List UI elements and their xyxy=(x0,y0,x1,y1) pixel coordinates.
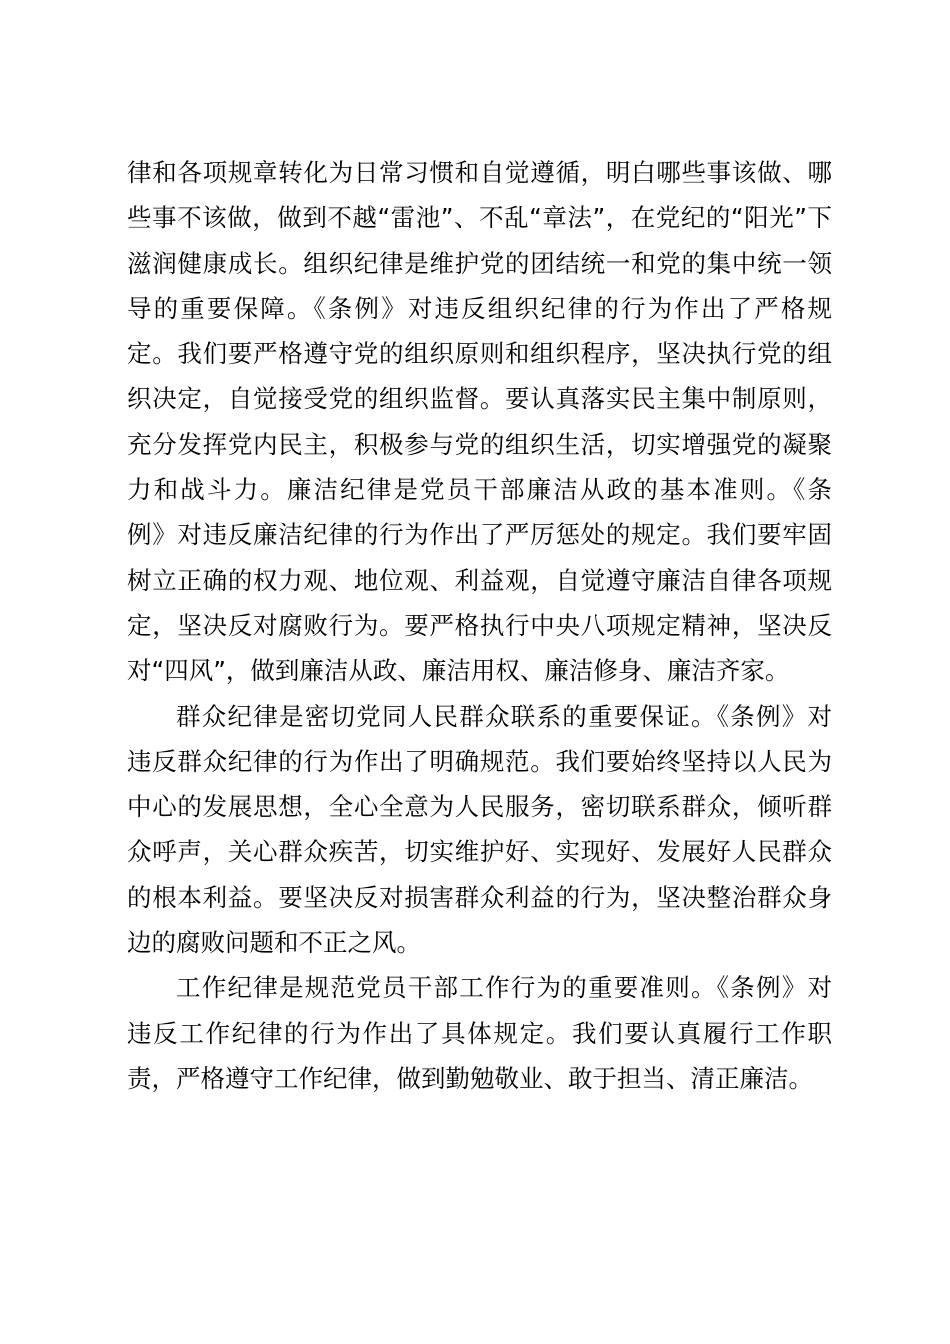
text-line: 中心的发展思想，全心全意为人民服务，密切联系群众，倾听群 xyxy=(127,792,832,822)
text-line: 律和各项规章转化为日常习惯和自觉遵循，明白哪些事该做、哪 xyxy=(127,158,832,187)
text-line: 违反工作纪律的行为作出了具体规定。我们要认真履行工作职 xyxy=(127,1018,832,1048)
paragraph-3 xyxy=(127,965,832,1101)
paragraph-2 xyxy=(127,694,832,966)
text-line: 力和战斗力。廉洁纪律是党员干部廉洁从政的基本准则。《条 xyxy=(127,475,832,505)
text-line: 违反群众纪律的行为作出了明确规范。我们要始终坚持以人民为 xyxy=(127,746,832,776)
paragraph-1 xyxy=(127,150,832,694)
text-line: 群众纪律是密切党同人民群众联系的重要保证。《条例》对 xyxy=(176,701,832,731)
text-line: 责，严格遵守工作纪律，做到勤勉敬业、敢于担当、清正廉洁。 xyxy=(127,1063,813,1093)
text-line: 工作纪律是规范党员干部工作行为的重要准则。《条例》对 xyxy=(176,973,832,1003)
text-line: 的根本利益。要坚决反对损害群众利益的行为，坚决整治群众身 xyxy=(127,882,832,912)
text-line: 导的重要保障。《条例》对违反组织纪律的行为作出了严格规 xyxy=(127,293,832,323)
text-line: 充分发挥党内民主，积极参与党的组织生活，切实增强党的凝聚 xyxy=(127,429,832,459)
text-line: 滋润健康成长。组织纪律是维护党的团结统一和党的集中统一领 xyxy=(127,248,832,278)
text-line: 些事不该做，做到不越“雷池”、不乱“章法”，在党纪的“阳光”下 xyxy=(127,203,832,233)
text-line: 边的腐败问题和不正之风。 xyxy=(127,928,421,958)
document-body xyxy=(127,150,832,1101)
text-line: 织决定，自觉接受党的组织监督。要认真落实民主集中制原则， xyxy=(127,384,832,414)
text-line: 众呼声，关心群众疾苦，切实维护好、实现好、发展好人民群众 xyxy=(127,837,832,867)
text-line: 定，坚决反对腐败行为。要严格执行中央八项规定精神，坚决反 xyxy=(127,610,832,640)
text-line: 定。我们要严格遵守党的组织原则和组织程序，坚决执行党的组 xyxy=(127,339,832,369)
text-line: 树立正确的权力观、地位观、利益观，自觉遵守廉洁自律各项规 xyxy=(127,565,832,595)
text-line: 例》对违反廉洁纪律的行为作出了严厉惩处的规定。我们要牢固 xyxy=(127,520,832,550)
text-line: 对“四风”，做到廉洁从政、廉洁用权、廉洁修身、廉洁齐家。 xyxy=(127,656,790,686)
